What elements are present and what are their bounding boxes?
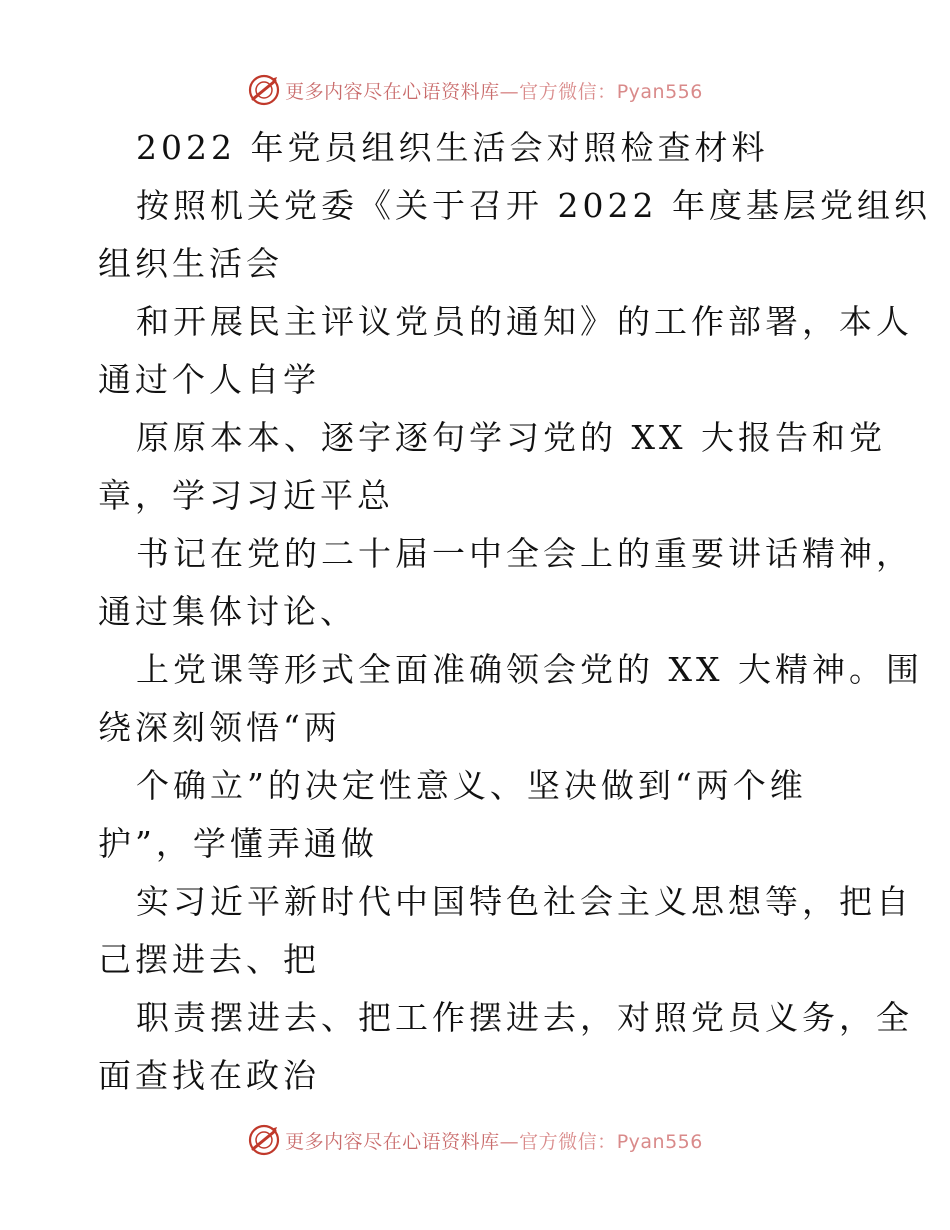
watermark-text <box>285 1127 703 1154</box>
text-line: 书记在党的二十届一中全会上的重要讲话精神， <box>136 534 913 573</box>
document-title: 2022 年党员组织生活会对照检查材料 <box>136 128 769 167</box>
text-line: 原原本本、逐字逐句学习党的 XX 大报告和党 <box>136 418 886 457</box>
watermark-wechat-id: Pyan556 <box>616 80 703 103</box>
text-line: 章，学习习近平总 <box>98 476 394 515</box>
text-line: 和开展民主评议党员的通知》的工作部署，本人 <box>136 302 913 341</box>
watermark-banner-bottom <box>0 1120 950 1160</box>
text-line: 护”，学懂弄通做 <box>98 824 378 863</box>
text-line: 上党课等形式全面准确领会党的 XX 大精神。围 <box>136 650 923 689</box>
text-line: 己摆进去、把 <box>98 940 320 979</box>
watermark-site: 更多内容尽在心语资料库 <box>285 80 500 103</box>
watermark-wechat-id: Pyan556 <box>616 1130 703 1153</box>
text-line: 通过个人自学 <box>98 360 320 399</box>
watermark-wechat-label: 官方微信： <box>519 1130 617 1153</box>
watermark-wechat-label: 官方微信： <box>519 80 617 103</box>
text-line: 面查找在政治 <box>98 1056 320 1095</box>
logo-icon <box>247 1123 281 1157</box>
text-line: 组织生活会 <box>98 244 283 283</box>
text-line: 实习近平新时代中国特色社会主义思想等，把自 <box>136 882 913 921</box>
text-line: 绕深刻领悟“两 <box>98 708 341 747</box>
text-line: 通过集体讨论、 <box>98 592 357 631</box>
text-line: 个确立”的决定性意义、坚决做到“两个维 <box>136 766 807 805</box>
text-line: 按照机关党委《关于召开 2022 年度基层党组织 <box>136 186 931 225</box>
watermark-dash: — <box>499 80 520 103</box>
watermark-site: 更多内容尽在心语资料库 <box>285 1130 500 1153</box>
text-line: 职责摆进去、把工作摆进去，对照党员义务，全 <box>136 998 913 1037</box>
watermark-dash: — <box>499 1130 520 1153</box>
